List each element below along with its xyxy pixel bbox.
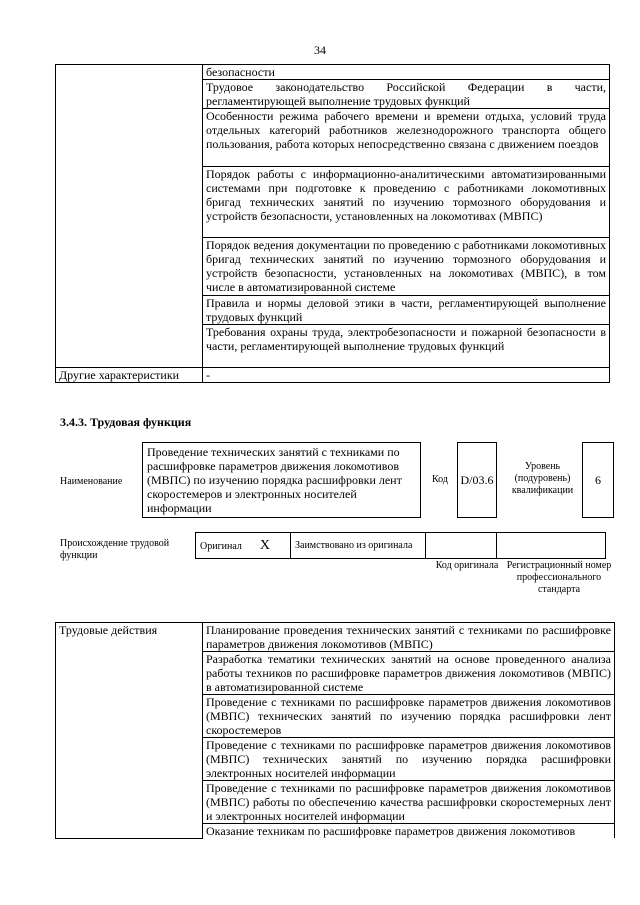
page-number: 34 <box>314 43 326 57</box>
original-mark: X <box>259 537 271 553</box>
other-characteristics-value: - <box>203 368 610 383</box>
other-characteristics-label: Другие характеристики <box>56 368 203 383</box>
actions-label: Трудовые действия <box>56 623 203 839</box>
original-label: Оригинал <box>200 540 242 552</box>
function-name-box: Проведение технических занятий с техниками по расшифровке параметров движения локомотивов (МВПС) по изучению порядка расшифровки лент скоростемеров и электронных носителей информации <box>142 442 421 518</box>
origin-label: Происхождение трудовой функции <box>60 538 170 561</box>
actions-table <box>55 622 615 839</box>
table-row: Разработка тематики технических занятий на основе проведенного анализа работы техников по расшифровке параметров движения локомотивов (МВПС) в автоматизированной системе <box>203 652 615 695</box>
level-box: 6 <box>582 442 614 518</box>
table-row: Требования охраны труда, электробезопасности и пожарной безопасности в части, регламентирующей выполнение трудовых функций <box>203 325 610 368</box>
table-row: Проведение с техниками по расшифровке параметров движения локомотивов (МВПС) работы по обеспечению качества расшифровки скоростемерных лент и электронных носителей информации <box>203 781 615 824</box>
borrowed-label: Заимствовано из оригинала <box>291 533 426 559</box>
table-label-empty <box>56 65 203 368</box>
table-row: Правила и нормы деловой этики в части, регламентирующей выполнение трудовых функций <box>203 296 610 325</box>
code-original-cell <box>426 533 497 559</box>
name-label: Наименование <box>60 476 123 487</box>
code-label: Код <box>432 474 448 485</box>
caption-code-original: Код оригинала <box>435 560 499 571</box>
table-row: Порядок работы с информационно-аналитическими автоматизированными системами при подготовке к проведению с работниками локомотивных бригад технических занятий по изучению тормозного оборудования и устройств безопасности, установленных на локомотивах (МВПС) <box>203 167 610 238</box>
table-row: Особенности режима рабочего времени и времени отдыха, условий труда отдельных категорий работников железнодорожного транспорта общего пользования, работа которых непосредственно связана с движением поездов <box>203 109 610 167</box>
reg-number-cell <box>497 533 606 559</box>
table-row: Планирование проведения технических занятий с техниками по расшифровке параметров движения локомотивов (МВПС) <box>203 623 615 652</box>
knowledge-table <box>55 64 610 383</box>
caption-reg-number: Регистрационный номер профессионального стандарта <box>506 560 612 595</box>
table-row: безопасности <box>203 65 610 80</box>
section-title: 3.4.3. Трудовая функция <box>60 415 192 429</box>
origin-row <box>195 532 606 559</box>
table-row: Порядок ведения документации по проведению с работниками локомотивных бригад технических занятий по изучению тормозного оборудования и устройств безопасности, установленных на локомотивах (МВПС), в том числе в автоматизированной системе <box>203 238 610 296</box>
table-row: Трудовое законодательство Российской Федерации в части, регламентирующей выполнение трудовых функций <box>203 80 610 109</box>
table-row: Проведение с техниками по расшифровке параметров движения локомотивов (МВПС) технических занятий по изучению порядка расшифровки лент скоростемеров <box>203 695 615 738</box>
table-row: Оказание техникам по расшифровке параметров движения локомотивов <box>203 824 615 839</box>
table-row: Проведение с техниками по расшифровке параметров движения локомотивов (МВПС) технических занятий по изучению порядка расшифровки электронных носителей информации <box>203 738 615 781</box>
level-label: Уровень (подуровень) квалификации <box>511 461 574 496</box>
code-box: D/03.6 <box>457 442 497 518</box>
original-cell <box>196 533 291 559</box>
